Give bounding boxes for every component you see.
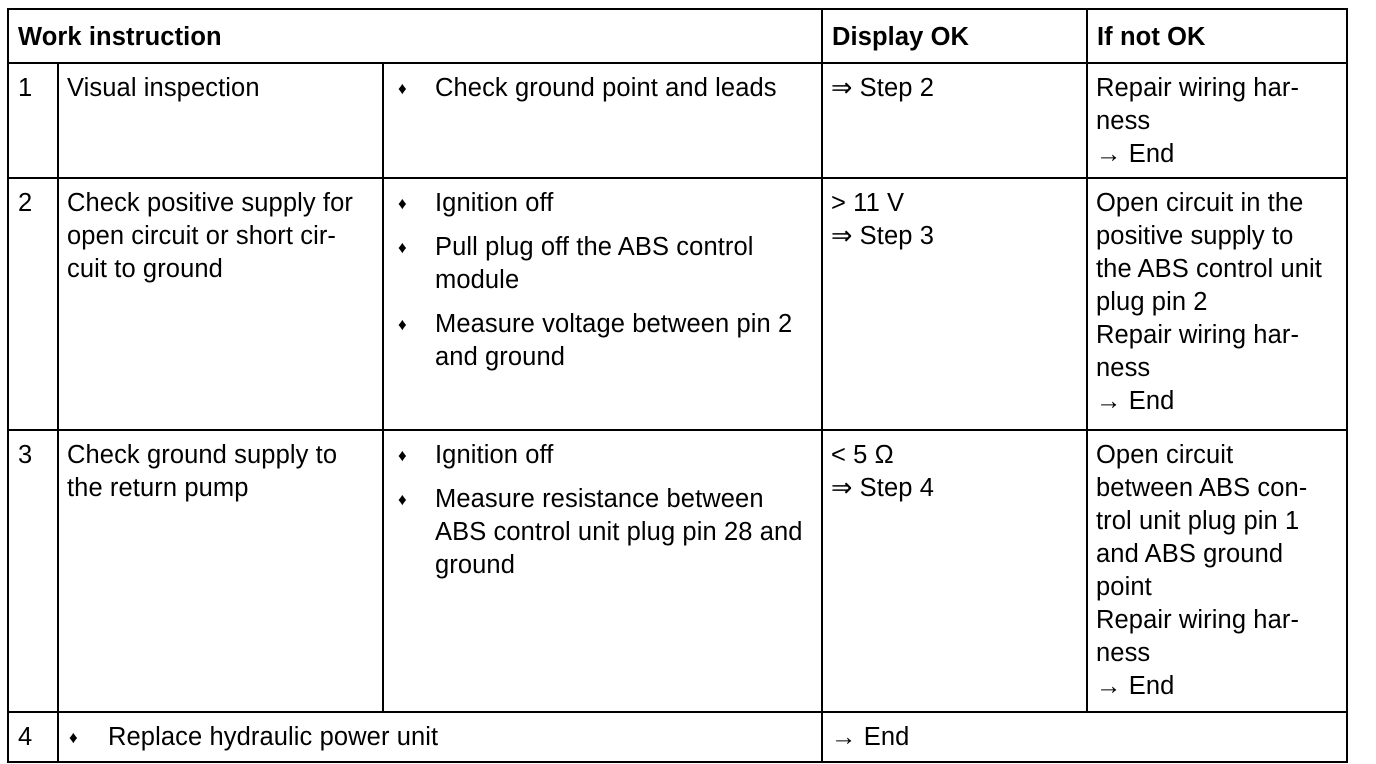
task-line: Check ground supply to	[67, 441, 338, 469]
task-text: Visual inspection	[67, 74, 260, 102]
actions-cell	[383, 63, 822, 178]
display-line: ⇒ Step 3	[831, 222, 934, 250]
task-line: open circuit or short cir-	[67, 222, 337, 250]
display-ok-cell	[822, 430, 1087, 712]
not-ok-line: Repair wiring har-	[1096, 74, 1300, 102]
not-ok-line: ness	[1096, 354, 1151, 382]
action-item: ♦ Check ground point and leads	[392, 72, 813, 105]
not-ok-line: plug pin 2	[1096, 288, 1208, 316]
table-header-row	[8, 9, 1347, 63]
display-ok-cell	[822, 63, 1087, 178]
not-ok-line: trol unit plug pin 1	[1096, 507, 1300, 535]
not-ok-line: point	[1096, 573, 1152, 601]
display-line: > 11 V	[831, 189, 905, 217]
action-item: ♦ Measure voltage between pin 2 and ground	[398, 310, 793, 371]
not-ok-line: Repair wiring har-	[1096, 606, 1300, 634]
diamond-bullet-icon: ♦	[69, 728, 78, 747]
not-ok-line: Open circuit	[1096, 441, 1234, 469]
header-display-ok: Display OK	[822, 9, 1087, 63]
step-number: 2	[18, 189, 33, 217]
step-number-cell	[8, 178, 58, 430]
display-ok-cell	[822, 712, 1347, 762]
if-not-ok-cell	[1087, 430, 1347, 712]
not-ok-line: → End	[1096, 672, 1175, 700]
diamond-bullet-icon: ♦	[398, 315, 407, 334]
task-cell	[58, 430, 383, 712]
task-line: the return pump	[67, 474, 249, 502]
action-item: ♦ Ignition off	[392, 439, 813, 472]
table-row	[8, 430, 1347, 712]
display-line: ⇒ Step 2	[831, 74, 934, 102]
diamond-bullet-icon: ♦	[398, 238, 407, 257]
task-cell	[58, 178, 383, 430]
not-ok-line: → End	[1096, 140, 1175, 168]
action-item: ♦ Measure resistance between ABS control unit plug pin 28 and ground	[398, 485, 803, 579]
actions-cell	[383, 178, 822, 430]
not-ok-line: positive supply to	[1096, 222, 1294, 250]
task-line: Check positive supply for	[67, 189, 353, 217]
actions-cell	[58, 712, 822, 762]
not-ok-line: ness	[1096, 107, 1151, 135]
step-number-cell	[8, 430, 58, 712]
header-work-instruction: Work instruction	[8, 9, 822, 63]
step-number-cell	[8, 712, 58, 762]
display-ok-cell	[822, 178, 1087, 430]
display-line: ⇒ Step 4	[831, 474, 934, 502]
not-ok-line: Repair wiring har-	[1096, 321, 1300, 349]
if-not-ok-cell	[1087, 63, 1347, 178]
if-not-ok-cell	[1087, 178, 1347, 430]
action-list	[67, 720, 813, 754]
diamond-bullet-icon: ♦	[398, 446, 407, 465]
step-number: 1	[18, 74, 33, 102]
not-ok-line: the ABS control unit	[1096, 255, 1322, 283]
table-row	[8, 178, 1347, 430]
not-ok-line: between ABS con-	[1096, 474, 1308, 502]
diamond-bullet-icon: ♦	[398, 79, 407, 98]
not-ok-line: → End	[1096, 387, 1175, 415]
task-line: cuit to ground	[67, 255, 223, 283]
action-list	[392, 64, 813, 105]
work-instruction-table	[7, 8, 1348, 763]
diamond-bullet-icon: ♦	[398, 194, 407, 213]
action-list	[392, 179, 813, 374]
display-line: → End	[831, 723, 910, 751]
action-item: ♦ Ignition off	[392, 187, 813, 220]
diamond-bullet-icon: ♦	[398, 490, 407, 509]
action-item: ♦ Pull plug off the ABS control module	[398, 233, 754, 294]
table-row	[8, 63, 1347, 178]
task-cell	[58, 63, 383, 178]
work-instruction-sheet	[7, 8, 1346, 758]
not-ok-line: Open circuit in the	[1096, 189, 1304, 217]
not-ok-line: ness	[1096, 639, 1151, 667]
step-number: 3	[18, 441, 33, 469]
display-line: < 5 Ω	[831, 441, 894, 469]
actions-cell	[383, 430, 822, 712]
step-number: 4	[18, 723, 33, 751]
not-ok-line: and ABS ground	[1096, 540, 1284, 568]
step-number-cell	[8, 63, 58, 178]
action-list	[392, 431, 813, 582]
table-row	[8, 712, 1347, 762]
header-if-not-ok: If not OK	[1087, 9, 1347, 63]
action-item: ♦ Replace hydraulic power unit	[67, 721, 813, 754]
